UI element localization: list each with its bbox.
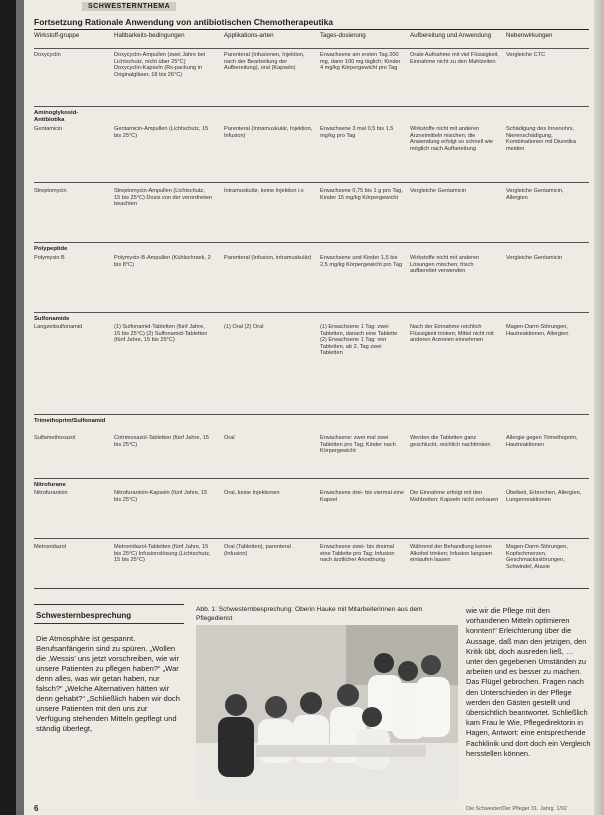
box-text: Die Atmosphäre ist gespannt. Berufsanfängerin sind zu spüren. „Wollen die ‚Wessis' uns jetzt vorschreiben, wie wir unsere Patienten zu pflegen haben?“ „War denn alles, was wir getan haben, nur falsch?“ „Welche Alternativen hätten wir denn gehabt?“ „Schließlich haben wir doch unsere Patienten mit den uns zur Verfügung stehenden Mitteln gepflegt und ständig überlegt, <box>36 634 180 733</box>
row-6-group: Sulfamethoxazol <box>34 435 76 441</box>
row-8-group: Metronidazol <box>34 544 67 550</box>
section-tag: SCHWESTERNTHEMA <box>82 2 176 11</box>
row-2-dosage: Erwachsene 3 mal 0,5 bis 1,5 mg/kg pro Tag <box>320 126 394 139</box>
row-5-group: Langzeitsulfonamid <box>34 324 83 330</box>
row-7-storage: Nitrofurantoin-Kapseln (fünf Jahre, 15 bis 25°C) <box>114 490 208 503</box>
row-6-storage: Cotrimoxazol-Tabletten (fünf Jahre, 15 bis 25°C) <box>114 435 209 448</box>
row-1-dosage: Erwachsene am ersten Tag 200 mg, dann 100 mg täglich; Kinder 4 mg/kg Körpergewicht pro Tag <box>320 52 401 72</box>
row-4-group-name: Polypeptide <box>34 246 68 252</box>
row-1-storage: Doxycyclin-Ampullen (zwei Jahre bei Lichtschutz, nicht über 25°C) Doxycyclin-Kapseln (Rx-packung in Originalgläser, 18 bis 26°C) <box>114 52 206 78</box>
row-4-storage: Polymyxin-B-Ampullen (Kühlschrank, 2 bis 8°C) <box>114 255 211 268</box>
row-3-preparation: Vergleiche Gentamicin <box>410 188 466 194</box>
col-header-side-effects: Nebenwirkungen <box>506 32 553 39</box>
col-header-preparation: Aufbereitung und Anwendung <box>410 32 492 39</box>
row-6-preparation: Werden die Tabletten ganz geschluckt, reichlich nachtrinken <box>410 435 491 448</box>
header-rule <box>34 48 589 49</box>
box-title: Schwesternbesprechung <box>34 604 184 624</box>
row-5-application: (1) Oral (2) Oral <box>224 324 264 330</box>
sidebar-box <box>34 604 184 799</box>
article-text-right: wie wir die Pflege mit den vorhandenen Mitteln optimieren konnten!“ Erleichterung über die Aussage, daß man den jetzigen, den Kritik übt, doch ausreden ließ, … unter den gegebenen Umständen zu arbeiten und es besser zu machen. Das Flügel gebrochen. Fragen nach den Unterschieden in der Pflege werden den Gästen gestellt und übersichtlich beantwortet. Schließlich kam Frau le Wie, Pflegedirektorin in Hagen, Antwort: eine entsprechende Fachklinik und dort doch ein Vergleich hersstellen können. <box>466 606 591 758</box>
row-rule <box>34 538 589 539</box>
table-bottom-rule <box>34 588 589 589</box>
row-1-preparation: Orale Aufnahme mit viel Flüssigkeit, Einnahme nicht zu den Mahlzeiten <box>410 52 499 65</box>
row-8-storage: Metronidazol-Tabletten (fünf Jahre, 15 bis 25°C) Infusionslösung (Lichtschutz, 15 bis 25°C) <box>114 544 211 564</box>
photo-illustration <box>196 625 458 801</box>
col-header-storage: Haltbarkeits-bedingungen <box>114 32 185 39</box>
row-7-side-effects: Übelkeit, Erbrechen, Allergien, Lungenreaktionen <box>506 490 582 503</box>
row-5-side-effects: Magen-Darm-Störungen, Hautreaktionen, Allergien <box>506 324 569 337</box>
row-8-application: Oral (Tabletten), parenteral (Infusion) <box>224 544 291 557</box>
col-header-application: Applikations-arten <box>224 32 274 39</box>
page-edge <box>594 0 604 815</box>
binding-edge <box>16 0 24 815</box>
row-6-application: Oral <box>224 435 235 441</box>
row-rule <box>34 182 589 183</box>
row-3-application: Intramuskulär, keine Injektion i.v. <box>224 188 305 194</box>
row-4-preparation: Wirkstoffe nicht mit anderen Lösungen mischen; frisch aufbereitet verwenden <box>410 255 480 275</box>
row-7-group: Nitrofurantoin <box>34 490 68 496</box>
row-2-application: Parenteral (Intramuskulär, Injektion, Infusion) <box>224 126 313 139</box>
row-3-side-effects: Vergleiche Gentamicin, Allergien <box>506 188 564 201</box>
row-2-group: Gentamicin <box>34 126 63 132</box>
col-header-dosage: Tages-dosierung <box>320 32 366 39</box>
row-5-dosage: (1) Erwachsene 1 Tag: zwei Tabletten, danach eine Tablette (2) Erwachsene 1 Tag: vier Tabletten, ab 2. Tag zwei Tabletten <box>320 324 398 357</box>
row-2-group-name: Aminoglykosid-Antibiotika <box>34 110 79 123</box>
row-3-dosage: Erwachsene 0,75 bis 1 g pro Tag, Kinder 15 mg/kg Körpergewicht <box>320 188 403 201</box>
col-header-group: Wirkstoff-gruppe <box>34 32 80 39</box>
row-4-dosage: Erwachsene und Kinder 1,5 bis 2,5 mg/kg Körpergewicht pro Tag <box>320 255 402 268</box>
row-6-side-effects: Allergie gegen Trimethoprim, Hautreaktionen <box>506 435 578 448</box>
row-1-application: Parenteral (Infusionen, Injektion, nach der Bearbeitung der Aufbereitung), oral (Kapseln) <box>224 52 305 72</box>
row-rule <box>34 106 589 107</box>
row-2-side-effects: Schädigung des Innenohrs, Nierenschädigung, Kombinationen mit Diuretika meiden <box>506 126 576 152</box>
row-5-storage: (1) Sulfonamid-Tabletten (fünf Jahre, 15 bis 25°C) (2) Sulfonamid-Tabletten (fünf Jahre, 15 bis 25°C) <box>114 324 208 344</box>
row-7-dosage: Erwachsene drei- bis viermal eine Kapsel <box>320 490 404 503</box>
row-4-group: Polymyxin B <box>34 255 65 261</box>
row-7-preparation: Die Einnahme erfolgt mit den Mahlzeiten; Kapseln nicht zerkauen <box>410 490 499 503</box>
row-rule <box>34 242 589 243</box>
row-3-storage: Streptomycin-Ampullen (Lichtschutz, 15 bis 25°C) Dosis von der verordneten beachten <box>114 188 213 208</box>
row-4-application: Parenteral (Infusion, intramuskulär) <box>224 255 312 261</box>
row-5-preparation: Nach der Einnahme reichlich Flüssigkeit trinken; Mittel nicht mit anderen Arzneien einnehmen <box>410 324 494 344</box>
row-rule <box>34 312 589 313</box>
row-2-storage: Gentamicin-Ampullen (Lichtschutz, 15 bis 25°C) <box>114 126 209 139</box>
row-2-preparation: Wirkstoffe nicht mit anderen Arzneimitteln mischen; die Anwendung erfolgt so schnell wie möglich nach Aufbereitung <box>410 126 494 152</box>
row-rule <box>34 414 589 415</box>
binding-shadow <box>0 0 16 815</box>
row-8-side-effects: Magen-Darm-Störungen, Kopfschmerzen, Geschmacksstörungen, Schwindel, Ataxie <box>506 544 568 570</box>
row-8-preparation: Während der Behandlung keinen Alkohol trinken; Infusion langsam einlaufen lassen <box>410 544 493 564</box>
page-number: 6 <box>34 804 39 813</box>
row-7-application: Oral, keine Injektionen <box>224 490 280 496</box>
row-1-side-effects: Vergleiche CTC <box>506 52 546 58</box>
row-1-group: Doxycyclin <box>34 52 61 58</box>
row-3-group: Streptomycin <box>34 188 67 194</box>
row-4-side-effects: Vergleiche Gentamicin <box>506 255 562 261</box>
group-photo <box>196 625 458 801</box>
antibiotics-table <box>34 29 589 585</box>
row-rule <box>34 478 589 479</box>
photo-caption: Abb. 1: Schwesternbesprechung: Oberin Hauke mit Mitarbeiterinnen aus dem Pflegedienst <box>196 606 423 622</box>
row-6-group-name: Trimethoprim/Sulfonamid <box>34 418 106 424</box>
row-7-group-name: Nitrofurane <box>34 482 66 488</box>
row-8-dosage: Erwachsene zwei- bis dreimal eine Tablette pro Tag; Infusion nach ärztlicher Anordnung <box>320 544 395 564</box>
row-5-group-name: Sulfonamide <box>34 316 70 322</box>
row-6-dosage: Erwachsene: zwei mal zwei Tabletten pro Tag; Kinder nach Körpergewicht <box>320 435 396 455</box>
footer-note: Die Schwester/Der Pfleger 31. Jahrg. 1/92 <box>466 806 567 812</box>
table-title: Fortsetzung Rationale Anwendung von antibiotischen Chemotherapeutika <box>34 17 334 27</box>
